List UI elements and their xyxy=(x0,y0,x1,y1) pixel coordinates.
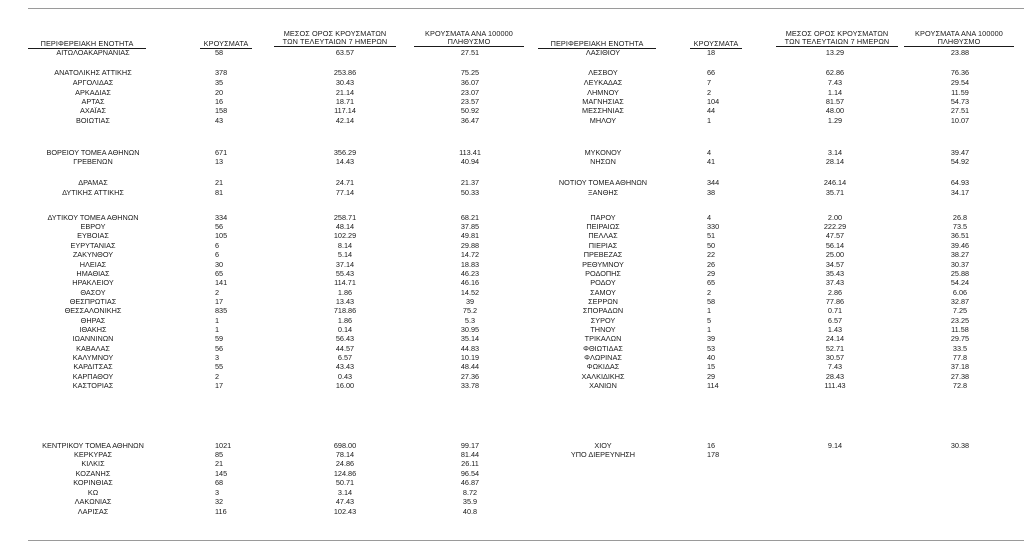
per100k-cell: 54.92 xyxy=(950,157,970,166)
region-name-cell: ΚΕΝΤΡΙΚΟΥ ΤΟΜΕΑ ΑΘΗΝΩΝ xyxy=(42,441,144,450)
header-per100k-line1: ΚΡΟΥΣΜΑΤΑ ΑΝΑ 100000 xyxy=(425,29,513,38)
avg7-cell: 3.14 xyxy=(827,148,843,157)
cases-cell: 3 xyxy=(215,488,220,497)
cases-cell: 114 xyxy=(707,381,719,390)
header-avg7-line1: ΜΕΣΟΣ ΟΡΟΣ ΚΡΟΥΣΜΑΤΩΝ xyxy=(785,29,889,38)
per100k-cell: 113.41 xyxy=(459,148,481,157)
cases-cell: 16 xyxy=(707,441,716,450)
cases-cell: 50 xyxy=(707,241,716,250)
per100k-cell: 75.2 xyxy=(462,306,478,315)
per100k-cell: 39.47 xyxy=(950,148,970,157)
per100k-cell: 54.73 xyxy=(950,97,970,106)
region-name-cell: ΒΟΡΕΙΟΥ ΤΟΜΕΑ ΑΘΗΝΩΝ xyxy=(46,148,140,157)
avg7-cell: 81.57 xyxy=(825,97,845,106)
cases-cell: 145 xyxy=(215,469,228,478)
region-name-cell: ΦΛΩΡΙΝΑΣ xyxy=(584,353,622,362)
per100k-cell: 37.18 xyxy=(950,362,970,371)
region-name-cell: ΝΗΣΩΝ xyxy=(590,157,616,166)
per100k-cell: 35.14 xyxy=(460,334,480,343)
cases-cell: 116 xyxy=(215,507,227,516)
region-name-cell: ΧΙΟΥ xyxy=(594,441,612,450)
per100k-cell: 40.94 xyxy=(460,157,480,166)
per100k-cell: 48.44 xyxy=(460,362,480,371)
cases-cell: 2 xyxy=(215,372,220,381)
avg7-cell: 111.43 xyxy=(824,381,846,390)
per100k-cell: 11.59 xyxy=(951,88,969,97)
per100k-cell: 68.21 xyxy=(460,213,480,222)
cases-cell: 671 xyxy=(215,148,228,157)
avg7-cell: 28.43 xyxy=(825,372,845,381)
region-name-cell: ΛΗΜΝΟΥ xyxy=(587,88,619,97)
region-name-cell: ΣΕΡΡΩΝ xyxy=(588,297,618,306)
per100k-cell: 46.87 xyxy=(460,478,480,487)
per100k-cell: 27.38 xyxy=(950,372,970,381)
cases-cell: 5 xyxy=(707,316,712,325)
bottom-rule xyxy=(28,540,1024,541)
cases-cell: 3 xyxy=(215,353,220,362)
avg7-cell: 8.14 xyxy=(337,241,353,250)
per100k-cell: 96.54 xyxy=(460,469,480,478)
avg7-cell: 48.00 xyxy=(825,106,845,115)
region-name-cell: ΘΗΡΑΣ xyxy=(80,316,106,325)
cases-cell: 4 xyxy=(707,213,712,222)
avg7-cell: 0.43 xyxy=(337,372,353,381)
avg7-cell: 21.14 xyxy=(335,88,355,97)
region-name-cell: ΕΥΒΟΙΑΣ xyxy=(77,231,109,240)
per100k-cell: 29.54 xyxy=(950,78,970,87)
cases-cell: 835 xyxy=(215,306,228,315)
header-region-label: ΠΕΡΙΦΕΡΕΙΑΚΗ ΕΝΟΤΗΤΑ xyxy=(28,40,146,49)
per100k-cell: 18.83 xyxy=(460,260,480,269)
avg7-cell: 52.71 xyxy=(825,344,845,353)
left-header-per100k xyxy=(414,29,524,47)
cases-cell: 41 xyxy=(707,157,716,166)
region-name-cell: ΜΕΣΣΗΝΙΑΣ xyxy=(582,106,624,115)
cases-cell: 1 xyxy=(707,116,712,125)
avg7-cell: 47.57 xyxy=(825,231,845,240)
avg7-cell: 47.43 xyxy=(335,497,355,506)
avg7-cell: 114.71 xyxy=(334,278,356,287)
region-name-cell: ΡΕΘΥΜΝΟΥ xyxy=(582,260,624,269)
cases-cell: 105 xyxy=(215,231,228,240)
per100k-cell: 75.25 xyxy=(460,68,480,77)
region-name-cell: ΜΥΚΟΝΟΥ xyxy=(584,148,622,157)
avg7-cell: 44.57 xyxy=(335,344,355,353)
per100k-cell: 26.11 xyxy=(461,459,479,468)
cases-cell: 43 xyxy=(215,116,224,125)
avg7-cell: 55.43 xyxy=(335,269,355,278)
region-name-cell: ΑΧΑΪΑΣ xyxy=(79,106,106,115)
avg7-cell: 0.71 xyxy=(827,306,843,315)
cases-cell: 17 xyxy=(215,381,224,390)
avg7-cell: 124.86 xyxy=(333,469,357,478)
region-name-cell: ΑΡΓΟΛΙΔΑΣ xyxy=(72,78,114,87)
cases-cell: 2 xyxy=(707,288,712,297)
per100k-cell: 5.3 xyxy=(464,316,476,325)
region-name-cell: ΙΘΑΚΗΣ xyxy=(79,325,107,334)
per100k-cell: 27.36 xyxy=(460,372,480,381)
region-name-cell: ΙΩΑΝΝΙΝΩΝ xyxy=(72,334,114,343)
avg7-cell: 7.43 xyxy=(827,362,843,371)
per100k-cell: 54.24 xyxy=(950,278,970,287)
avg7-cell: 1.43 xyxy=(827,325,843,334)
region-name-cell: ΕΒΡΟΥ xyxy=(80,222,106,231)
avg7-cell: 56.43 xyxy=(335,334,355,343)
cases-cell: 104 xyxy=(707,97,720,106)
per100k-cell: 50.33 xyxy=(460,188,480,197)
avg7-cell: 48.14 xyxy=(335,222,355,231)
avg7-cell: 24.71 xyxy=(335,178,355,187)
avg7-cell: 102.43 xyxy=(333,507,357,516)
region-name-cell: ΛΑΚΩΝΙΑΣ xyxy=(74,497,112,506)
avg7-cell: 0.14 xyxy=(337,325,353,334)
avg7-cell: 9.14 xyxy=(827,441,843,450)
region-name-cell: ΝΟΤΙΟΥ ΤΟΜΕΑ ΑΘΗΝΩΝ xyxy=(558,178,648,187)
cases-cell: 21 xyxy=(215,459,224,468)
per100k-cell: 39 xyxy=(465,297,475,306)
region-name-cell: ΣΑΜΟΥ xyxy=(590,288,616,297)
region-name-cell: ΖΑΚΥΝΘΟΥ xyxy=(72,250,114,259)
region-name-cell: ΒΟΙΩΤΙΑΣ xyxy=(76,116,110,125)
avg7-cell: 37.14 xyxy=(335,260,355,269)
region-name-cell: ΘΕΣΠΡΩΤΙΑΣ xyxy=(69,297,117,306)
per100k-cell: 76.36 xyxy=(950,68,970,77)
avg7-cell: 77.14 xyxy=(335,188,355,197)
cases-cell: 1 xyxy=(215,316,220,325)
top-rule xyxy=(28,8,1024,9)
per100k-cell: 46.23 xyxy=(460,269,480,278)
region-name-cell: ΣΥΡΟΥ xyxy=(590,316,616,325)
cases-cell: 334 xyxy=(215,213,228,222)
per100k-cell: 23.07 xyxy=(460,88,480,97)
region-name-cell: ΣΠΟΡΑΔΩΝ xyxy=(582,306,624,315)
per100k-cell: 23.88 xyxy=(950,48,970,57)
avg7-cell: 35.71 xyxy=(825,188,845,197)
region-name-cell: ΑΝΑΤΟΛΙΚΗΣ ΑΤΤΙΚΗΣ xyxy=(54,68,132,77)
region-name-cell: ΞΑΝΘΗΣ xyxy=(587,188,619,197)
cases-cell: 51 xyxy=(707,231,716,240)
avg7-cell: 30.43 xyxy=(335,78,355,87)
avg7-cell: 258.71 xyxy=(333,213,357,222)
per100k-cell: 37.85 xyxy=(460,222,480,231)
right-header-per100k xyxy=(904,29,1014,47)
per100k-cell: 64.93 xyxy=(950,178,970,187)
avg7-cell: 1.86 xyxy=(337,316,353,325)
per100k-cell: 49.81 xyxy=(460,231,480,240)
cases-cell: 40 xyxy=(707,353,716,362)
cases-cell: 6 xyxy=(215,250,220,259)
avg7-cell: 50.71 xyxy=(335,478,355,487)
per100k-cell: 46.16 xyxy=(460,278,480,287)
avg7-cell: 5.14 xyxy=(337,250,353,259)
cases-cell: 1 xyxy=(215,325,220,334)
avg7-cell: 16.00 xyxy=(335,381,355,390)
per100k-cell: 23.25 xyxy=(950,316,970,325)
per100k-cell: 38.27 xyxy=(950,250,970,259)
region-name-cell: ΤΗΝΟΥ xyxy=(590,325,616,334)
cases-cell: 66 xyxy=(707,68,716,77)
avg7-cell: 6.57 xyxy=(827,316,843,325)
region-name-cell: ΡΟΔΟΠΗΣ xyxy=(585,269,621,278)
cases-cell: 22 xyxy=(707,250,716,259)
header-avg7-line2: ΤΩΝ ΤΕΛΕΥΤΑΙΩΝ 7 ΗΜΕΡΩΝ xyxy=(274,38,396,47)
region-name-cell: ΠΕΛΛΑΣ xyxy=(588,231,618,240)
avg7-cell: 117.14 xyxy=(334,106,356,115)
per100k-cell: 34.17 xyxy=(950,188,970,197)
per100k-cell: 14.52 xyxy=(460,288,480,297)
per100k-cell: 27.51 xyxy=(460,48,480,57)
per100k-cell: 27.51 xyxy=(950,106,970,115)
region-name-cell: ΚΕΡΚΥΡΑΣ xyxy=(73,450,113,459)
region-name-cell: ΦΘΙΩΤΙΔΑΣ xyxy=(583,344,623,353)
cases-cell: 378 xyxy=(215,68,228,77)
avg7-cell: 253.86 xyxy=(333,68,357,77)
avg7-cell: 28.14 xyxy=(825,157,845,166)
cases-cell: 65 xyxy=(215,269,224,278)
avg7-cell: 77.86 xyxy=(825,297,845,306)
avg7-cell: 14.43 xyxy=(335,157,355,166)
cases-cell: 1021 xyxy=(215,441,232,450)
avg7-cell: 1.29 xyxy=(827,116,843,125)
avg7-cell: 718.86 xyxy=(333,306,357,315)
region-name-cell: ΓΡΕΒΕΝΩΝ xyxy=(73,157,113,166)
region-name-cell: ΚΑΣΤΟΡΙΑΣ xyxy=(72,381,114,390)
avg7-cell: 6.57 xyxy=(337,353,353,362)
region-name-cell: ΚΟΡΙΝΘΙΑΣ xyxy=(73,478,113,487)
per100k-cell: 25.88 xyxy=(950,269,970,278)
per100k-cell: 73.5 xyxy=(952,222,968,231)
avg7-cell: 2.86 xyxy=(827,288,843,297)
avg7-cell: 62.86 xyxy=(825,68,845,77)
region-name-cell: ΑΡΚΑΔΙΑΣ xyxy=(75,88,111,97)
region-name-cell: ΠΙΕΡΙΑΣ xyxy=(588,241,618,250)
header-cases-label: ΚΡΟΥΣΜΑΤΑ xyxy=(690,40,742,49)
header-avg7-line2: ΤΩΝ ΤΕΛΕΥΤΑΙΩΝ 7 ΗΜΕΡΩΝ xyxy=(776,38,898,47)
cases-cell: 65 xyxy=(707,278,716,287)
per100k-cell: 21.37 xyxy=(460,178,480,187)
region-name-cell: ΔΡΑΜΑΣ xyxy=(78,178,108,187)
per100k-cell: 99.17 xyxy=(460,441,480,450)
header-region-label: ΠΕΡΙΦΕΡΕΙΑΚΗ ΕΝΟΤΗΤΑ xyxy=(538,40,656,49)
region-name-cell: ΛΑΣΙΘΙΟΥ xyxy=(585,48,621,57)
per100k-cell: 40.8 xyxy=(462,507,478,516)
per100k-cell: 30.38 xyxy=(950,441,970,450)
cases-cell: 81 xyxy=(215,188,224,197)
region-name-cell: ΠΑΡΟΥ xyxy=(590,213,616,222)
region-name-cell: ΠΡΕΒΕΖΑΣ xyxy=(583,250,623,259)
cases-cell: 2 xyxy=(707,88,712,97)
avg7-cell: 1.14 xyxy=(827,88,843,97)
header-per100k-line1: ΚΡΟΥΣΜΑΤΑ ΑΝΑ 100000 xyxy=(915,29,1003,38)
cases-cell: 56 xyxy=(215,222,224,231)
region-name-cell: ΔΥΤΙΚΟΥ ΤΟΜΕΑ ΑΘΗΝΩΝ xyxy=(47,213,139,222)
avg7-cell: 1.86 xyxy=(337,288,353,297)
cases-cell: 56 xyxy=(215,344,224,353)
right-header-avg7 xyxy=(776,29,898,47)
avg7-cell: 30.57 xyxy=(825,353,845,362)
header-per100k-line2: ΠΛΗΘΥΣΜΟ xyxy=(414,38,524,47)
region-name-cell: ΚΟΖΑΝΗΣ xyxy=(75,469,111,478)
avg7-cell: 43.43 xyxy=(335,362,355,371)
per100k-cell: 11.58 xyxy=(951,325,969,334)
cases-cell: 178 xyxy=(707,450,720,459)
cases-cell: 55 xyxy=(215,362,224,371)
region-name-cell: ΘΕΣΣΑΛΟΝΙΚΗΣ xyxy=(64,306,122,315)
per100k-cell: 29.88 xyxy=(460,241,480,250)
per100k-cell: 36.51 xyxy=(950,231,970,240)
per100k-cell: 8.72 xyxy=(462,488,478,497)
per100k-cell: 10.19 xyxy=(460,353,480,362)
region-name-cell: ΗΜΑΘΙΑΣ xyxy=(76,269,110,278)
cases-cell: 330 xyxy=(707,222,720,231)
region-name-cell: ΚΑΡΠΑΘΟΥ xyxy=(72,372,114,381)
avg7-cell: 3.14 xyxy=(337,488,353,497)
avg7-cell: 222.29 xyxy=(823,222,847,231)
avg7-cell: 24.14 xyxy=(825,334,845,343)
region-name-cell: ΥΠΟ ΔΙΕΡΕΥΝΗΣΗ xyxy=(570,450,636,459)
per100k-cell: 29.75 xyxy=(950,334,970,343)
cases-cell: 59 xyxy=(215,334,224,343)
avg7-cell: 13.43 xyxy=(335,297,355,306)
region-name-cell: ΜΑΓΝΗΣΙΑΣ xyxy=(582,97,624,106)
avg7-cell: 18.71 xyxy=(335,97,355,106)
cases-cell: 68 xyxy=(215,478,224,487)
cases-cell: 20 xyxy=(215,88,224,97)
region-name-cell: ΜΗΛΟΥ xyxy=(589,116,617,125)
avg7-cell: 63.57 xyxy=(335,48,355,57)
cases-cell: 21 xyxy=(215,178,224,187)
cases-cell: 1 xyxy=(707,306,712,315)
header-per100k-line2: ΠΛΗΘΥΣΜΟ xyxy=(904,38,1014,47)
per100k-cell: 30.95 xyxy=(460,325,480,334)
cases-cell: 15 xyxy=(707,362,716,371)
region-name-cell: ΛΕΥΚΑΔΑΣ xyxy=(583,78,623,87)
cases-cell: 53 xyxy=(707,344,716,353)
region-name-cell: ΑΙΤΩΛΟΑΚΑΡΝΑΝΙΑΣ xyxy=(56,48,130,57)
avg7-cell: 356.29 xyxy=(333,148,357,157)
region-name-cell: ΛΕΣΒΟΥ xyxy=(588,68,618,77)
per100k-cell: 30.37 xyxy=(950,260,970,269)
cases-cell: 158 xyxy=(215,106,228,115)
avg7-cell: 35.43 xyxy=(825,269,845,278)
cases-cell: 26 xyxy=(707,260,716,269)
per100k-cell: 36.07 xyxy=(460,78,480,87)
region-name-cell: ΘΑΣΟΥ xyxy=(80,288,106,297)
cases-cell: 141 xyxy=(215,278,228,287)
cases-cell: 13 xyxy=(215,157,224,166)
cases-cell: 2 xyxy=(215,288,220,297)
region-name-cell: ΚΩ xyxy=(87,488,99,497)
avg7-cell: 698.00 xyxy=(333,441,357,450)
region-name-cell: ΑΡΤΑΣ xyxy=(81,97,105,106)
avg7-cell: 24.86 xyxy=(335,459,355,468)
cases-cell: 32 xyxy=(215,497,224,506)
per100k-cell: 26.8 xyxy=(952,213,968,222)
avg7-cell: 56.14 xyxy=(825,241,845,250)
cases-cell: 39 xyxy=(707,334,716,343)
region-name-cell: ΚΑΛΥΜΝΟΥ xyxy=(72,353,114,362)
region-name-cell: ΚΑΒΑΛΑΣ xyxy=(76,344,110,353)
cases-cell: 18 xyxy=(707,48,716,57)
cases-cell: 85 xyxy=(215,450,224,459)
avg7-cell: 37.43 xyxy=(825,278,845,287)
per100k-cell: 6.06 xyxy=(952,288,968,297)
region-name-cell: ΗΡΑΚΛΕΙΟΥ xyxy=(72,278,114,287)
per100k-cell: 10.07 xyxy=(950,116,970,125)
region-name-cell: ΧΑΛΚΙΔΙΚΗΣ xyxy=(581,372,625,381)
header-avg7-line1: ΜΕΣΟΣ ΟΡΟΣ ΚΡΟΥΣΜΑΤΩΝ xyxy=(283,29,387,38)
region-name-cell: ΡΟΔΟΥ xyxy=(590,278,616,287)
cases-cell: 58 xyxy=(707,297,716,306)
cases-cell: 44 xyxy=(707,106,716,115)
cases-cell: 38 xyxy=(707,188,716,197)
avg7-cell: 25.00 xyxy=(825,250,845,259)
per100k-cell: 81.44 xyxy=(460,450,480,459)
cases-cell: 7 xyxy=(707,78,712,87)
region-name-cell: ΔΥΤΙΚΗΣ ΑΤΤΙΚΗΣ xyxy=(62,188,124,197)
per100k-cell: 23.57 xyxy=(460,97,480,106)
region-name-cell: ΚΙΛΚΙΣ xyxy=(81,459,105,468)
per100k-cell: 32.87 xyxy=(950,297,970,306)
avg7-cell: 78.14 xyxy=(335,450,355,459)
cases-cell: 30 xyxy=(215,260,224,269)
cases-cell: 58 xyxy=(215,48,224,57)
region-name-cell: ΗΛΕΙΑΣ xyxy=(79,260,107,269)
cases-cell: 16 xyxy=(215,97,224,106)
per100k-cell: 39.46 xyxy=(950,241,970,250)
per100k-cell: 33.78 xyxy=(460,381,480,390)
per100k-cell: 14.72 xyxy=(460,250,480,259)
avg7-cell: 2.00 xyxy=(827,213,843,222)
avg7-cell: 246.14 xyxy=(823,178,847,187)
cases-cell: 4 xyxy=(707,148,712,157)
cases-cell: 29 xyxy=(707,269,716,278)
avg7-cell: 34.57 xyxy=(825,260,845,269)
avg7-cell: 102.29 xyxy=(333,231,357,240)
per100k-cell: 35.9 xyxy=(462,497,478,506)
region-name-cell: ΛΑΡΙΣΑΣ xyxy=(77,507,109,516)
per100k-cell: 7.25 xyxy=(952,306,968,315)
header-cases-label: ΚΡΟΥΣΜΑΤΑ xyxy=(200,40,252,49)
avg7-cell: 42.14 xyxy=(335,116,355,125)
cases-cell: 17 xyxy=(215,297,224,306)
per100k-cell: 33.5 xyxy=(952,344,968,353)
region-name-cell: ΧΑΝΙΩΝ xyxy=(589,381,617,390)
per100k-cell: 50.92 xyxy=(460,106,480,115)
cases-cell: 6 xyxy=(215,241,220,250)
per100k-cell: 77.8 xyxy=(952,353,968,362)
left-header-avg7 xyxy=(274,29,396,47)
region-name-cell: ΕΥΡΥΤΑΝΙΑΣ xyxy=(70,241,116,250)
region-name-cell: ΤΡΙΚΑΛΩΝ xyxy=(584,334,622,343)
avg7-cell: 13.29 xyxy=(825,48,845,57)
cases-cell: 344 xyxy=(707,178,720,187)
cases-cell: 35 xyxy=(215,78,224,87)
region-name-cell: ΚΑΡΔΙΤΣΑΣ xyxy=(73,362,113,371)
region-name-cell: ΠΕΙΡΑΙΩΣ xyxy=(586,222,620,231)
per100k-cell: 36.47 xyxy=(460,116,480,125)
cases-cell: 29 xyxy=(707,372,716,381)
cases-cell: 1 xyxy=(707,325,712,334)
avg7-cell: 7.43 xyxy=(827,78,843,87)
per100k-cell: 72.8 xyxy=(952,381,968,390)
per100k-cell: 44.83 xyxy=(460,344,480,353)
region-name-cell: ΦΩΚΙΔΑΣ xyxy=(586,362,620,371)
